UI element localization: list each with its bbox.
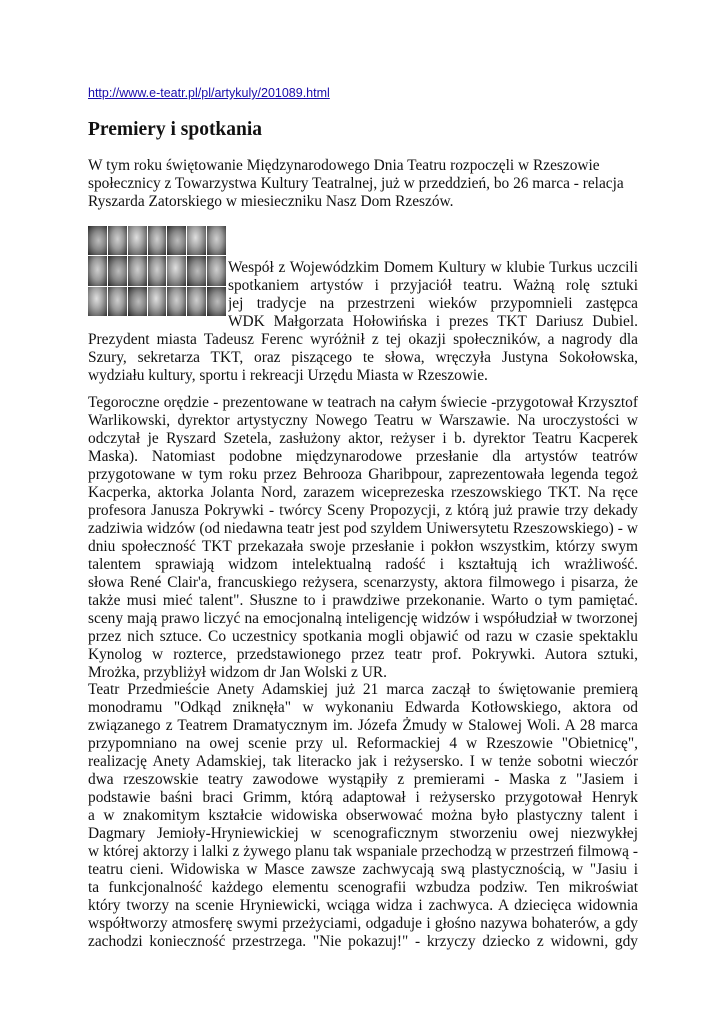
text-line: Szury, sekretarza TKT, oraz piszącego te słowa, wręczyła Justyna Sokołowska, [88,349,638,366]
face-photo [187,287,206,316]
paragraph-4 [88,681,638,951]
face-photo [128,256,147,285]
text-line: Kynolog w rozterce, przedstawionego przez teatr prof. Pokrywki. Autora sztuki, [88,646,638,663]
face-photo [167,226,186,255]
text-line: dwa rzeszowskie teatry zawodowe wystąpiły z premierami - Maska z "Jasiem i [88,771,638,788]
text-line: Teatr Przedmieście Anety Adamskiej już 21 marca zaczął to świętowanie premierą [88,681,638,698]
text-line: przez nich sztuce. Co uczestnicy spotkania mogli objawić od razu w czasie spektaklu [88,628,638,645]
text-line: słowa René Clair'a, francuskiego reżysera, scenarzysty, aktora filmowego i pisarza, że [88,574,638,591]
text-line: a w znakomitym kształcie widowiska obserwować można było plastyczny talent i [88,807,638,824]
text-line: Wespół z Wojewódzkim Domem Kultury w klubie Turkus uczcili [228,259,638,276]
face-photo [108,226,127,255]
face-photo [167,287,186,316]
text-line: Maska). Natomiast podobne międzynarodowe przesłanie dla artystów teatrów [88,448,638,465]
text-line: który tworzy na scenie Hryniewicki, wciąga widza i zachwyca. A dziecięca widownia [88,897,638,914]
text-line: ta funkcjonalność każdego elementu scenografii wzbudza podziw. Ten mikroświat [88,879,638,896]
text-line: Tegoroczne orędzie - prezentowane w teatrach na całym świecie -przygotował Krzysztof [88,394,638,411]
face-photo [187,256,206,285]
text-line: realizację Anety Adamskiej, tak literacko jak i reżysersko. I w tenże sobotni wieczór [88,753,638,770]
face-photo [128,287,147,316]
face-photo [167,256,186,285]
face-photo [88,226,107,255]
face-photo [148,226,167,255]
text-line: jej tradycje na przestrzeni wieków przypomnieli zastępca [228,295,638,312]
text-line: podstawie baśni braci Grimm, którą adaptował i reżysersko przygotował Henryk [88,789,638,806]
face-photo [187,226,206,255]
text-line: spotkaniem artystów i przyjaciół teatru. Ważną rolę sztuki [228,277,638,294]
face-photo [88,287,107,316]
paragraph-3 [88,394,638,682]
paragraph-2-wrapped [228,259,638,331]
text-line: odczytał je Ryszard Szetela, zasłużony aktor, reżyser i b. dyrektor Teatru Kacperek [88,430,638,447]
text-line: przygotowane w tym roku przez Behrooza Gharibpour, zaprezentowała legenda tegoż [88,466,638,483]
face-photo [108,287,127,316]
text-line: W tym roku świętowanie Międzynarodowego Dnia Teatru rozpoczęli w Rzeszowie [88,157,600,174]
text-line: współtworzy atmosferę swymi przeżyciami, odgaduje i głośno nazywa bohaterów, a gdy [88,915,638,932]
text-line: przypomniano na owej scenie przy ul. Reformackiej 4 w Rzeszowie "Obietnicę", [88,735,638,752]
text-line: WDK Małgorzata Hołowińska i prezes TKT Dariusz Dubiel. [228,313,638,330]
text-line: także musi mieć talent". Słuszne to i prawdziwe przekonanie. Warto o tym pamiętać. [88,592,638,609]
text-line: talentem sprawiają widzom intelektualną radość i kształtują ich wrażliwość. [88,556,638,573]
faces-collage-image [88,226,226,316]
face-photo [88,256,107,285]
face-photo [148,287,167,316]
text-line: dniu społeczność TKT przekazała swoje przesłanie i pokłon wszystkim, którzy swym [88,538,638,555]
text-line: monodramu "Odkąd zniknęła" w wykonaniu Edwarda Kotłowskiego, aktora od [88,699,638,716]
article-title: Premiery i spotkania [88,119,263,140]
paragraph-1 [88,157,638,211]
text-line: Mrożka, przybliżył widzom dr Jan Wolski z UR. [88,664,387,681]
text-line: związanego z Teatrem Dramatycznym im. Józefa Żmudy w Stalowej Woli. A 28 marca [88,717,638,734]
text-line: sceny mają prawo liczyć na emocjonalną inteligencję widzów i współudział w tworzonej [88,610,638,627]
face-photo [128,226,147,255]
text-line: zadziwia widzów (od niedawna teatr jest pod szyldem Uniwersytetu Rzeszowskiego) - w [88,520,638,537]
text-line: Warlikowski, dyrektor artystyczny Nowego Teatru w Warszawie. Na uroczystości w [88,412,638,429]
text-line: Prezydent miasta Tadeusz Ferenc wyróżnił z tej okazji społeczników, a nagrody dla [88,331,638,348]
text-line: Ryszarda Zatorskiego w miesieczniku Nasz Dom Rzeszów. [88,193,454,210]
text-line: w której aktorzy i lalki z żywego planu tak wspaniale przechodzą w przestrzeń filmową - [88,843,638,860]
face-photo [207,256,226,285]
text-line: profesora Janusza Pokrywki - twórcy Sceny Propozycji, z którą już prawie trzy dekady [88,502,638,519]
face-photo [108,256,127,285]
text-line: Kacperka, aktorka Jolanta Nord, zarazem wiceprezeska rzeszowskiego TKT. Na ręce [88,484,638,501]
text-line: wydziału kultury, sportu i rekreacji Urzędu Miasta w Rzeszowie. [88,367,488,384]
face-photo [207,287,226,316]
text-line: społecznicy z Towarzystwa Kultury Teatralnej, już w przeddzień, bo 26 marca - relacja [88,175,624,192]
text-line: teatru cieni. Widowiska w Masce zawsze zachwycają swą plastycznością, w "Jasiu i [88,861,638,878]
text-line: Dagmary Jemioły-Hryniewickiej w scenograficznym stworzeniu owej niezwykłej [88,825,638,842]
face-photo [207,226,226,255]
article-url-link[interactable]: http://www.e-teatr.pl/pl/artykuly/201089.html [88,86,330,100]
face-photo [148,256,167,285]
paragraph-2 [88,331,638,385]
text-line: zachodzi konieczność przestrzega. "Nie pokazuj!" - krzyczy dziecko z widowni, gdy [88,933,638,950]
